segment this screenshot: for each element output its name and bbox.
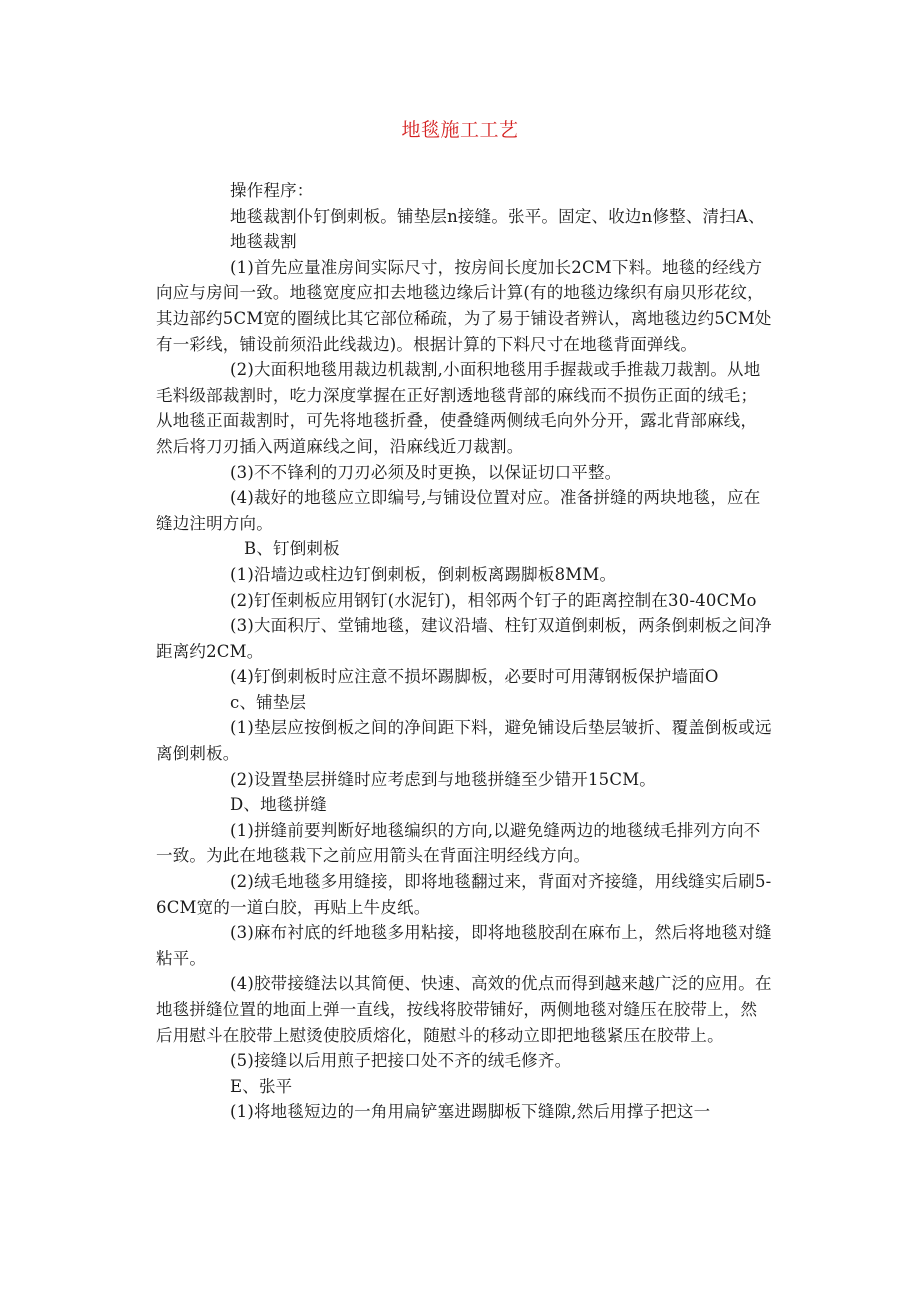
- document-title: 地毯施工工艺: [401, 119, 519, 141]
- body-paragraph: (2)绒毛地毯多用缝接，即将地毯翻过来，背面对齐接缝，用线缝实后刷5-6CM宽的一道白胶，再贴上牛皮纸。: [156, 872, 772, 917]
- body-paragraph: E、张平: [230, 1076, 293, 1096]
- body-paragraph: (5)接缝以后用煎子把接口处不齐的绒毛修齐。: [230, 1051, 572, 1071]
- body-paragraph: D、地毯拼缝: [230, 795, 327, 815]
- body-paragraph: (4)胶带接缝法以其简便、快速、高效的优点而得到越来越广泛的应用。在地毯拼缝位置的地面上弹一直线，按线将胶带铺好，两侧地毯对缝压在胶带上，然后用慰斗在胶带上慰烫使胶质熔化，随慰斗的移动立即把地毯紧压在胶带上。: [156, 974, 772, 1045]
- body-paragraph: (4)钉倒刺板时应注意不损坏踢脚板，必要时可用薄钢板保护墙面O: [230, 667, 719, 687]
- body-paragraph: (2)钉侄刺板应用钢钉(水泥钉)，相邻两个钉子的距离控制在30-40CMo: [230, 590, 757, 610]
- body-paragraph: (2)设置垫层拼缝时应考虑到与地毯拼缝至少错开15CM。: [230, 769, 656, 789]
- body-paragraph: (1)将地毯短边的一角用扁铲塞进踢脚板下缝隙,然后用撑子把这一: [230, 1102, 711, 1122]
- body-paragraph: 地毯裁割仆钉倒刺板。铺垫层n接缝。张平。固定、收边n修整、清扫A、地毯裁割: [230, 206, 765, 252]
- body-paragraph: B、钉倒刺板: [244, 539, 340, 559]
- body-paragraph: (1)首先应量准房间实际尺寸，按房间长度加长2CM下料。地毯的经线方向应与房间一致。地毯宽度应扣去地毯边缘后计算(有的地毯边缘织有扇贝形花纹，其边部约5CM宽的圈绒比其它部位稀疏，为了易于铺设者辨认，离地毯边约5CM处有一彩线，铺设前须沿此线裁边)。根据计算的下料尺寸在地毯背面弹线。: [156, 257, 772, 354]
- body-paragraph: (3)麻布衬底的纤地毯多用粘接，即将地毯胶刮在麻布上，然后将地毯对缝粘平。: [156, 923, 772, 968]
- body-paragraph: (3)大面积厅、堂铺地毯，建议沿墙、柱钉双道倒刺板，两条倒刺板之间净距离约2CM。: [156, 616, 772, 661]
- body-paragraph: c、铺垫层: [230, 692, 307, 712]
- body-paragraph: (1)垫层应按倒板之间的净间距下料，避免铺设后垫层皱折、覆盖倒板或远离倒刺板。: [156, 718, 772, 764]
- body-paragraph: (1)拼缝前要判断好地毯编织的方向,以避免缝两边的地毯绒毛排列方向不一致。为此在地毯栽下之前应用箭头在背面注明经线方向。: [156, 820, 761, 866]
- body-paragraph: (4)裁好的地毯应立即编号,与铺设位置对应。准备拼缝的两块地毯，应在缝边注明方向。: [156, 488, 761, 533]
- body-paragraph: 操作程序：: [230, 181, 314, 200]
- body-paragraph: (1)沿墙边或柱边钉倒刺板，倒刺板离踢脚板8MM。: [230, 564, 617, 584]
- body-paragraph: (2)大面积地毯用裁边机裁割,小面积地毯用手握裁或手推裁刀裁割。从地毛料级部裁割时，吃力深度掌握在正好割透地毯背部的麻线而不损伤正面的绒毛；从地毯正面裁割时，可先将地毯折叠，使叠缝两侧绒毛向外分开，露北背部麻线，然后将刀刃插入两道麻线之间，沿麻线近刀裁割。: [156, 360, 761, 456]
- body-paragraph: (3)不不锋利的刀刃必须及时更换，以保证切口平整。: [230, 462, 622, 482]
- document-body: [156, 178, 772, 1125]
